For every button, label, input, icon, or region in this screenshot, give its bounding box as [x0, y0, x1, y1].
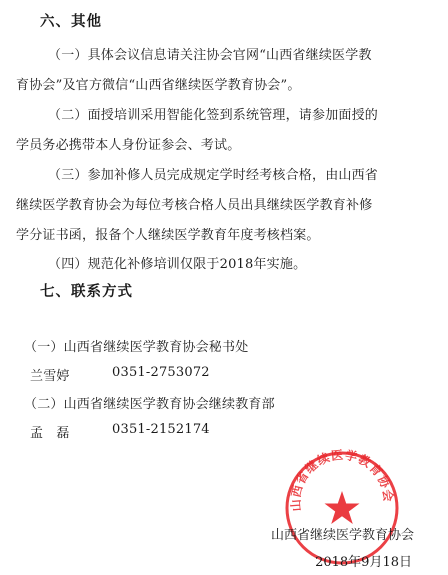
section6-line: （二）面授培训采用智能化签到系统管理，请参加面授的 [48, 108, 379, 123]
signature-date: 2018年9月18日 [315, 555, 412, 570]
section7-heading: 七、联系方式 [40, 283, 133, 300]
section6-line: 育协会”及官方微信“山西省继续医学教育协会”。 [16, 78, 301, 93]
contact-phone: 0351-2753072 [112, 365, 210, 380]
section6-line: 学员务必携带本人身份证参会、考试。 [16, 138, 241, 153]
section6-line: （一）具体会议信息请关注协会官网“山西省继续医学教 [48, 48, 372, 63]
contact-name: 孟 磊 [30, 426, 70, 441]
section6-heading: 六、其他 [40, 13, 102, 30]
contact-org: （二）山西省继续医学教育协会继续教育部 [24, 397, 275, 412]
seal-star-icon [325, 491, 360, 524]
section6-line: （四）规范化补修培训仅限于2018年实施。 [48, 257, 307, 272]
section6-line: 继续医学教育协会为每位考核合格人员出具继续医学教育补修 [16, 198, 373, 213]
section6-line: 学分证书函，报备个人继续医学教育年度考核档案。 [16, 228, 320, 243]
contact-org: （一）山西省继续医学教育协会秘书处 [24, 340, 249, 355]
contact-name: 兰雪婷 [30, 369, 70, 384]
signature-org: 山西省继续医学教育协会 [270, 528, 414, 543]
contact-phone: 0351-2152174 [112, 422, 210, 437]
official-seal-stamp [282, 448, 402, 568]
seal-text: 山西省继续医学教育协会 [288, 448, 396, 512]
section6-line: （三）参加补修人员完成规定学时经考核合格，由山西省 [48, 168, 379, 183]
